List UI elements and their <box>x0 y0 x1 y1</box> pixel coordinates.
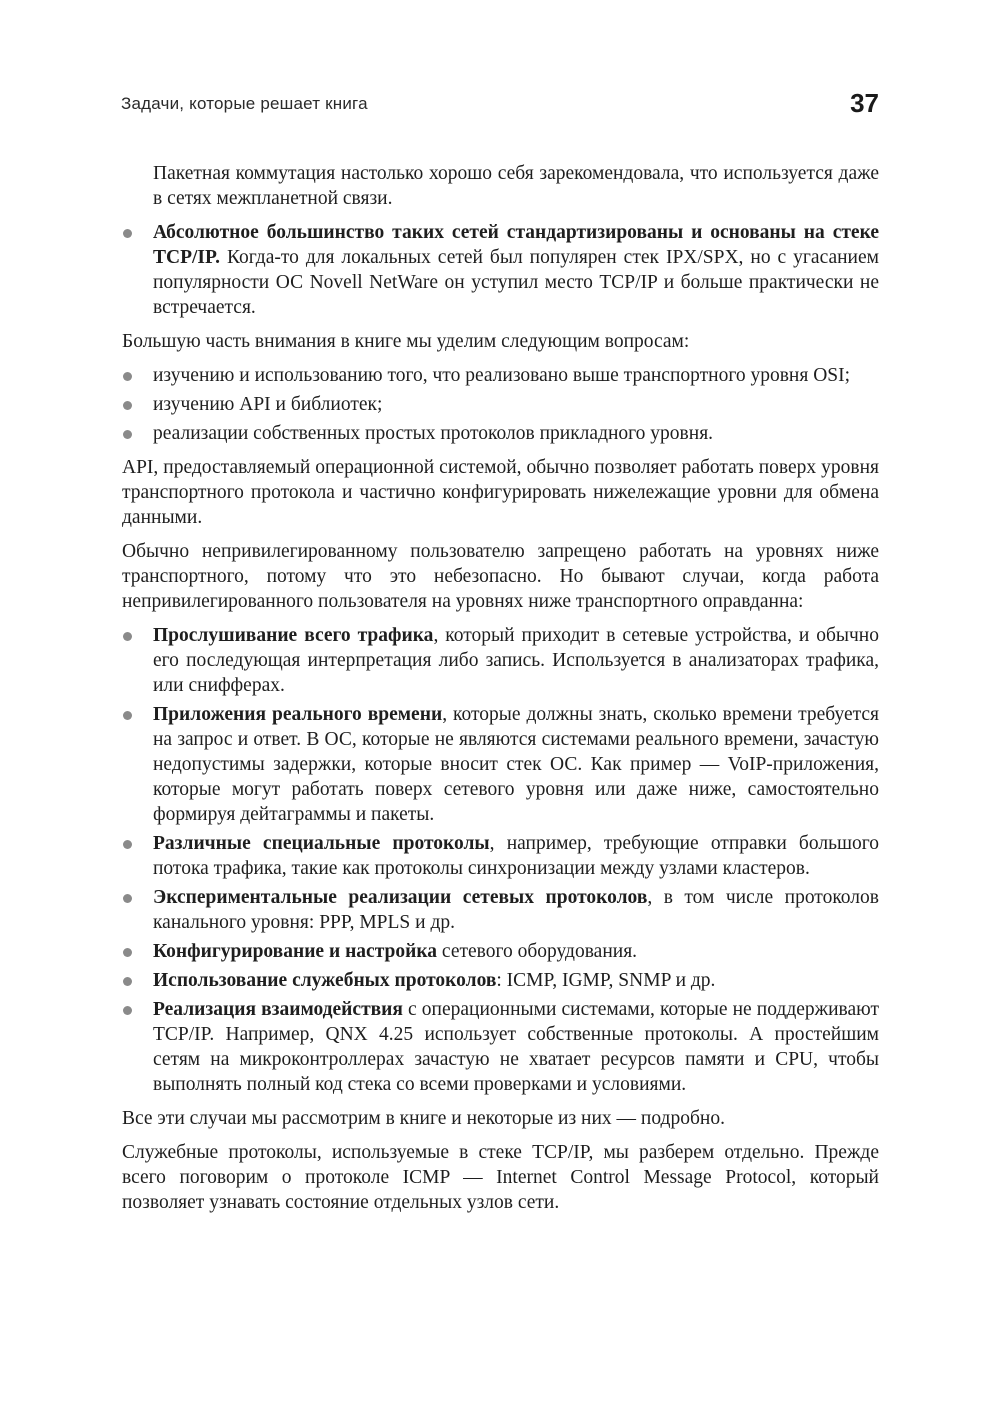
page-body <box>122 161 879 1224</box>
intro-list <box>122 220 879 320</box>
closing-paragraph: Служебные протоколы, используемые в стеке TCP/IP, мы разберем отдельно. Прежде всего поговорим о протоколе ICMP — Internet Control Message Protocol, который позволяет узнавать состояние отдельных узлов сети. <box>122 1142 879 1213</box>
list-item <box>122 968 879 993</box>
list-item <box>122 997 879 1097</box>
privilege-paragraph: Обычно непривилегированному пользователю запрещено работать на уровнях ниже транспортного, потому что это небезопасно. Но бывают случаи, когда работа непривилегированного пользователя на уровнях ниже транспортного оправданна: <box>122 541 879 612</box>
list-item-text: , который приходит в сетевые устройства, и обычно его последующая интерпретация либо запись. Используется в анализаторах трафика, или снифферах. <box>153 625 879 696</box>
list-item <box>122 623 879 698</box>
list-item-text: , которые должны знать, сколько времени требуется на запрос и ответ. В ОС, которые не являются системами реального времени, зачастую недопустимы задержки, которые вносит стек ОС. Как пример — VoIP-приложения, которые могут работать поверх сетевого уровня или даже ниже, самостоятельно формируя дейтаграммы и пакеты. <box>153 704 879 825</box>
focus-lead: Большую часть внимания в книге мы уделим следующим вопросам: <box>122 331 690 352</box>
cases-list <box>122 623 879 1097</box>
list-item-text: Когда-то для локальных сетей был популярен стек IPX/SPX, но с угасанием популярности ОС Novell NetWare он уступил место TCP/IP и больше практически не встречается. <box>153 247 879 318</box>
running-title: Задачи, которые решает книга <box>121 94 368 113</box>
list-item-term: Реализация взаимодействия <box>153 999 403 1020</box>
api-paragraph: API, предоставляемый операционной системой, обычно позволяет работать поверх уровня транспортного протокола и частично конфигурировать нижележащие уровни для обмена данными. <box>122 457 879 528</box>
list-item-text: : ICMP, IGMP, SNMP и др. <box>496 970 716 991</box>
list-item-term: Экспериментальные реализации сетевых протоколов <box>153 887 648 908</box>
summary-paragraph: Все эти случаи мы рассмотрим в книге и некоторые из них — подробно. <box>122 1108 725 1129</box>
intro-continuation: Пакетная коммутация настолько хорошо себя зарекомендовала, что используется даже в сетях межпланетной связи. <box>153 163 879 209</box>
list-item-term: Приложения реального времени <box>153 704 443 725</box>
list-item <box>122 939 879 964</box>
list-item-term: Различные специальные протоколы <box>153 833 490 854</box>
list-item-term: Использование служебных протоколов <box>153 970 497 991</box>
list-item-term: Абсолютное большинство таких сетей стандартизированы и основаны на стеке TCP/IP. <box>153 222 879 268</box>
list-item-text: , например, требующие отправки большого потока трафика, такие как протоколы синхронизации между узлами кластеров. <box>153 833 879 879</box>
list-item: реализации собственных простых протоколов прикладного уровня. <box>122 421 879 446</box>
list-item-term: Прослушивание всего трафика <box>153 625 434 646</box>
list-item-term: Конфигурирование и настройка <box>153 941 438 962</box>
list-item: изучению и использованию того, что реализовано выше транспортного уровня OSI; <box>122 363 879 388</box>
page-number: 37 <box>850 88 879 118</box>
list-item-text: с операционными системами, которые не поддерживают TCP/IP. Например, QNX 4.25 использует собственные протоколы. А простейшим сетям на микроконтроллерах зачастую не хватает ресурсов памяти и CPU, чтобы выполнять полный код стека со всеми проверками и условиями. <box>153 999 879 1095</box>
list-item: изучению API и библиотек; <box>122 392 879 417</box>
list-item-text: сетевого оборудования. <box>437 941 638 962</box>
list-item <box>122 885 879 935</box>
list-item <box>122 702 879 827</box>
list-item <box>122 831 879 881</box>
list-item <box>122 220 879 320</box>
focus-list <box>122 363 879 446</box>
list-item-text: , в том числе протоколов канального уровня: PPP, MPLS и др. <box>153 887 879 933</box>
